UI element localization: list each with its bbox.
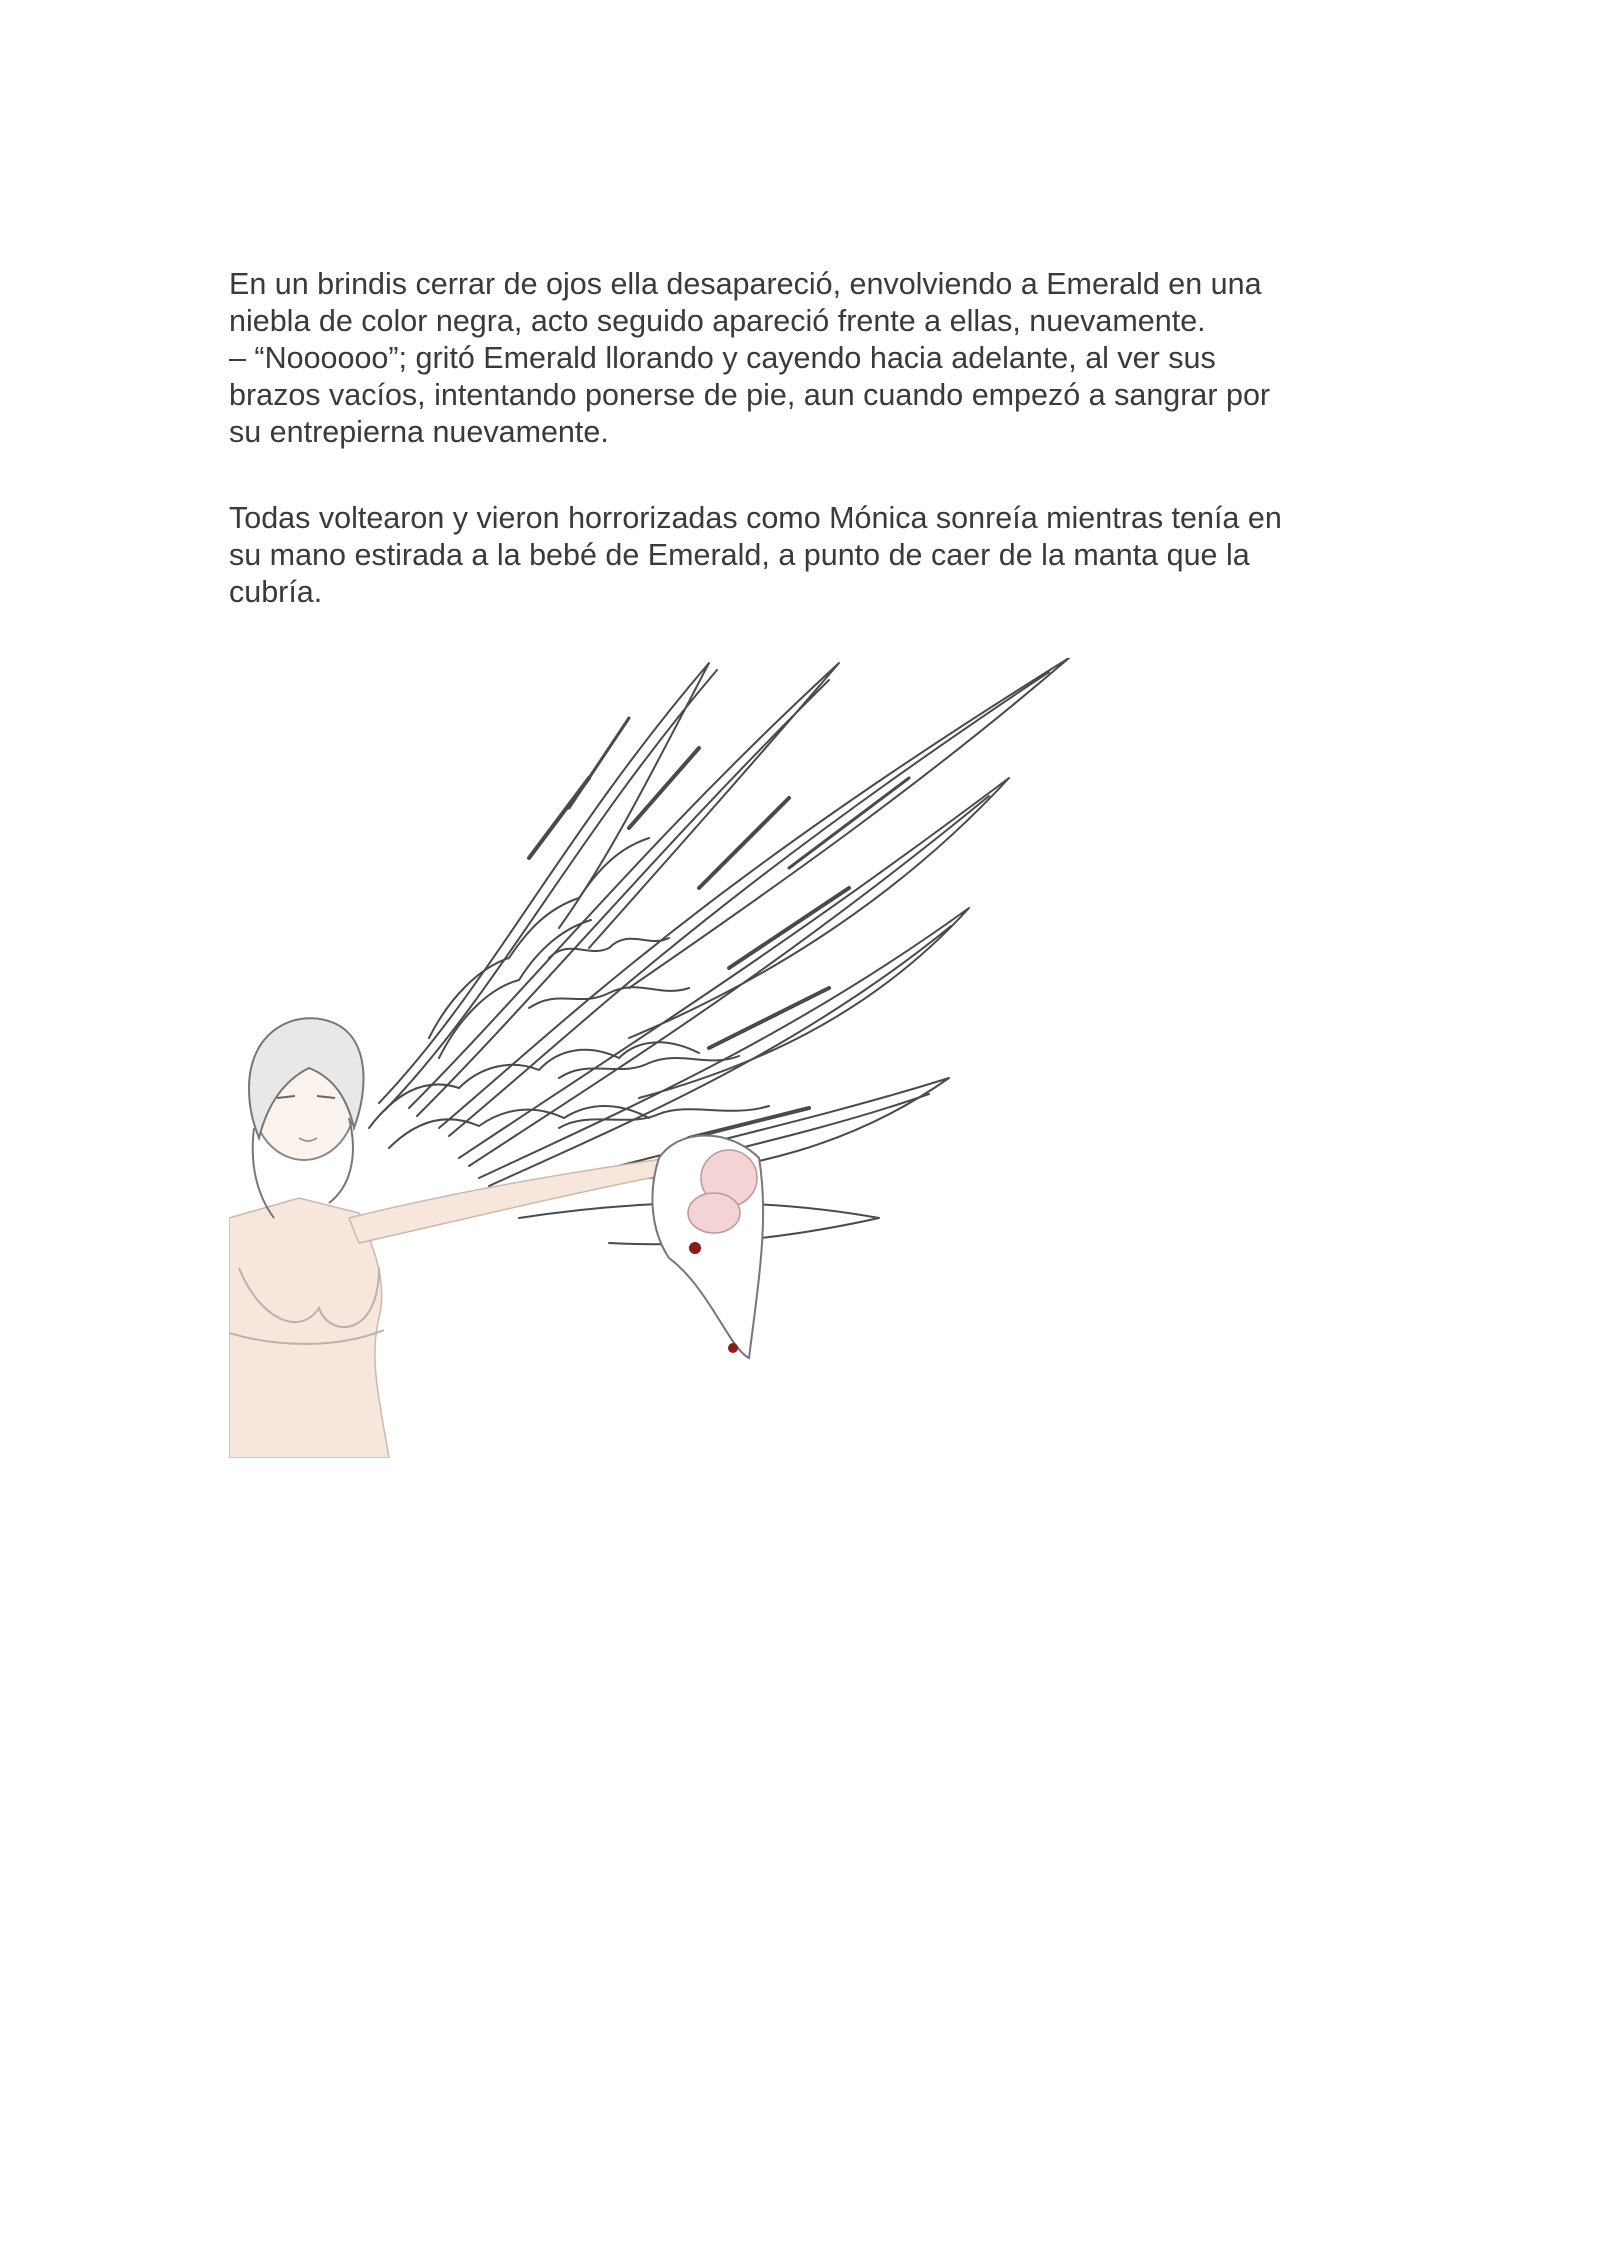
paragraph-1-line-1: En un brindis cerrar de ojos ella desapareció, envolviendo a Emerald en una: [229, 267, 1262, 301]
paragraph-1-line-5: su entrepierna nuevamente.: [229, 415, 609, 449]
paragraph-2: [229, 500, 1379, 611]
paragraph-2-line-3: cubría.: [229, 575, 323, 609]
paragraph-1-line-2: niebla de color negra, acto seguido apareció frente a ellas, nuevamente.: [229, 304, 1206, 338]
paragraph-2-line-2: su mano estirada a la bebé de Emerald, a punto de caer de la manta que la: [229, 538, 1250, 572]
paragraph-1: [229, 266, 1379, 451]
paragraph-1-line-4: brazos vacíos, intentando ponerse de pie, aun cuando empezó a sangrar por: [229, 378, 1271, 412]
woman-figure: [229, 1018, 674, 1458]
winged-woman-illustration: [229, 658, 1109, 1458]
blood-stain: [728, 1343, 738, 1353]
paragraph-2-line-1: Todas voltearon y vieron horrorizadas como Mónica sonreía mientras tenía en: [229, 501, 1282, 535]
blood-stain: [689, 1242, 701, 1254]
paragraph-1-line-3: – “Noooooo”; gritó Emerald llorando y cayendo hacia adelante, al ver sus: [229, 341, 1216, 375]
baby-in-blanket: [652, 1136, 763, 1359]
